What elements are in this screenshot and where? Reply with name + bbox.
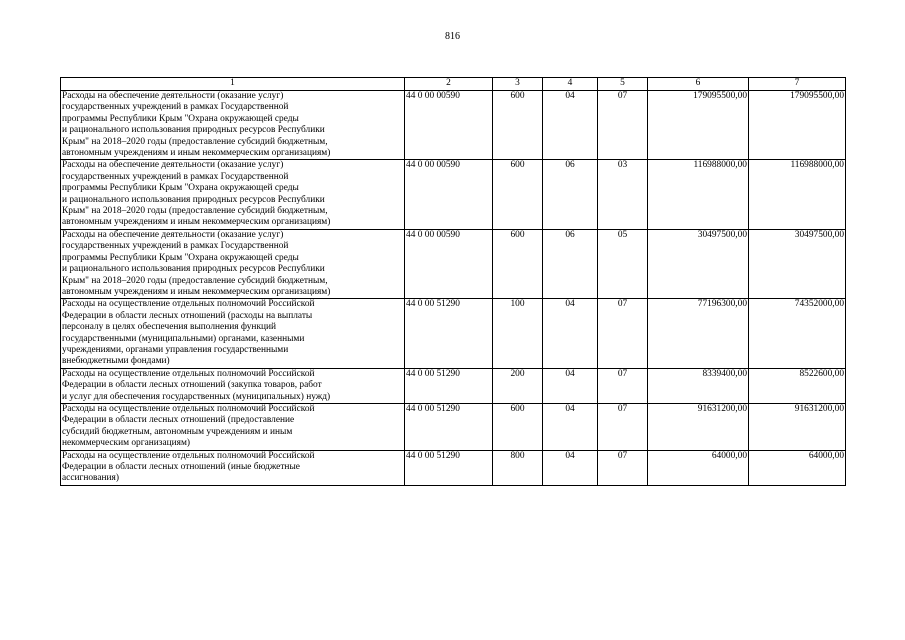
description-line: Расходы на обеспечение деятельности (оказание услуг) <box>62 229 284 240</box>
row-target-code: 44 0 00 00590 <box>405 91 493 160</box>
row-amount-year-1: 116988000,00 <box>648 160 749 229</box>
page-number: 816 <box>445 31 460 42</box>
table-row <box>61 91 846 160</box>
row-amount-year-1: 77196300,00 <box>648 299 749 368</box>
row-expense-type: 800 <box>493 450 543 485</box>
description-line: Федерации в области лесных отношений (предоставление <box>62 415 295 426</box>
description-line: Крым" на 2018–2020 годы (предоставление субсидий бюджетным, <box>62 275 328 286</box>
description-line: Расходы на осуществление отдельных полномочий Российской <box>62 403 315 414</box>
description-line: автономным учреждениям и иным некоммерческим организациям) <box>62 148 331 159</box>
description-line: Расходы на осуществление отдельных полномочий Российской <box>62 450 315 461</box>
row-amount-year-2: 74352000,00 <box>749 299 846 368</box>
description-line: Федерации в области лесных отношений (иные бюджетные <box>62 462 300 472</box>
row-amount-year-2: 30497500,00 <box>749 229 846 298</box>
row-target-code: 44 0 00 51290 <box>405 403 493 450</box>
description-line: программы Республики Крым "Охрана окружающей среды <box>62 113 299 124</box>
description-line: и рационального использования природных ресурсов Республики <box>62 194 325 205</box>
description-line: программы Республики Крым "Охрана окружающей среды <box>62 252 299 263</box>
table-row <box>61 450 846 485</box>
description-line: автономным учреждениям и иным некоммерческим организациям) <box>62 286 331 297</box>
row-expense-type: 600 <box>493 91 543 160</box>
row-section: 04 <box>543 91 598 160</box>
row-description <box>61 91 405 160</box>
description-line: Федерации в области лесных отношений (расходы на выплаты <box>62 310 313 321</box>
row-subsection: 07 <box>598 368 648 403</box>
description-line: и услуг для обеспечения государственных (муниципальных) нужд) <box>62 391 331 402</box>
row-amount-year-1: 8339400,00 <box>648 368 749 403</box>
header-col-2: 2 <box>405 78 493 91</box>
header-col-1: 1 <box>61 78 405 91</box>
description-line: и рационального использования природных ресурсов Республики <box>62 264 325 275</box>
row-subsection: 07 <box>598 450 648 485</box>
row-target-code: 44 0 00 51290 <box>405 450 493 485</box>
description-line: Расходы на осуществление отдельных полномочий Российской <box>62 368 315 379</box>
row-amount-year-1: 91631200,00 <box>648 403 749 450</box>
table-body <box>61 91 846 486</box>
row-expense-type: 200 <box>493 368 543 403</box>
row-section: 04 <box>543 403 598 450</box>
description-line: Крым" на 2018–2020 годы (предоставление субсидий бюджетным, <box>62 136 328 147</box>
row-amount-year-2: 91631200,00 <box>749 403 846 450</box>
row-amount-year-2: 179095500,00 <box>749 91 846 160</box>
row-expense-type: 600 <box>493 160 543 229</box>
budget-table <box>60 77 846 486</box>
row-subsection: 07 <box>598 299 648 368</box>
row-amount-year-1: 64000,00 <box>648 450 749 485</box>
row-expense-type: 600 <box>493 229 543 298</box>
description-line: государственными (муниципальными) органами, казенными <box>62 333 305 344</box>
row-description <box>61 403 405 450</box>
row-target-code: 44 0 00 51290 <box>405 299 493 368</box>
row-target-code: 44 0 00 00590 <box>405 160 493 229</box>
row-description <box>61 160 405 229</box>
row-description <box>61 450 405 485</box>
row-amount-year-1: 30497500,00 <box>648 229 749 298</box>
table-row <box>61 229 846 298</box>
header-col-3: 3 <box>493 78 543 91</box>
description-line: ассигнования) <box>62 473 119 484</box>
row-description <box>61 299 405 368</box>
table-row <box>61 299 846 368</box>
row-target-code: 44 0 00 00590 <box>405 229 493 298</box>
row-amount-year-2: 116988000,00 <box>749 160 846 229</box>
row-target-code: 44 0 00 51290 <box>405 368 493 403</box>
row-section: 04 <box>543 450 598 485</box>
description-line: Расходы на обеспечение деятельности (оказание услуг) <box>62 91 284 101</box>
header-col-5: 5 <box>598 78 648 91</box>
header-col-7: 7 <box>749 78 846 91</box>
description-line: учреждениями, органами управления государственными <box>62 344 289 355</box>
description-line: программы Республики Крым "Охрана окружающей среды <box>62 183 299 194</box>
description-line: субсидий бюджетным, автономным учреждениям и иным <box>62 426 293 437</box>
table-row <box>61 403 846 450</box>
table-row <box>61 368 846 403</box>
row-section: 04 <box>543 299 598 368</box>
header-col-4: 4 <box>543 78 598 91</box>
description-line: персоналу в целях обеспечения выполнения функций <box>62 322 277 333</box>
row-amount-year-1: 179095500,00 <box>648 91 749 160</box>
description-line: Расходы на осуществление отдельных полномочий Российской <box>62 299 315 310</box>
description-line: и рационального использования природных ресурсов Республики <box>62 125 325 136</box>
row-amount-year-2: 64000,00 <box>749 450 846 485</box>
description-line: государственных учреждений в рамках Государственной <box>62 102 289 113</box>
row-subsection: 07 <box>598 403 648 450</box>
description-line: внебюджетными фондами) <box>62 356 170 367</box>
row-subsection: 05 <box>598 229 648 298</box>
row-expense-type: 600 <box>493 403 543 450</box>
row-description <box>61 368 405 403</box>
table-row <box>61 160 846 229</box>
row-expense-type: 100 <box>493 299 543 368</box>
row-subsection: 07 <box>598 91 648 160</box>
row-description <box>61 229 405 298</box>
description-line: Крым" на 2018–2020 годы (предоставление субсидий бюджетным, <box>62 206 328 217</box>
description-line: некоммерческим организациям) <box>62 438 191 449</box>
row-section: 06 <box>543 229 598 298</box>
row-section: 06 <box>543 160 598 229</box>
description-line: государственных учреждений в рамках Государственной <box>62 241 289 252</box>
description-line: государственных учреждений в рамках Государственной <box>62 171 289 182</box>
header-row <box>61 78 846 91</box>
row-amount-year-2: 8522600,00 <box>749 368 846 403</box>
description-line: Расходы на обеспечение деятельности (оказание услуг) <box>62 160 284 171</box>
row-section: 04 <box>543 368 598 403</box>
description-line: автономным учреждениям и иным некоммерческим организациям) <box>62 217 331 228</box>
header-col-6: 6 <box>648 78 749 91</box>
row-subsection: 03 <box>598 160 648 229</box>
description-line: Федерации в области лесных отношений (закупка товаров, работ <box>62 380 322 391</box>
